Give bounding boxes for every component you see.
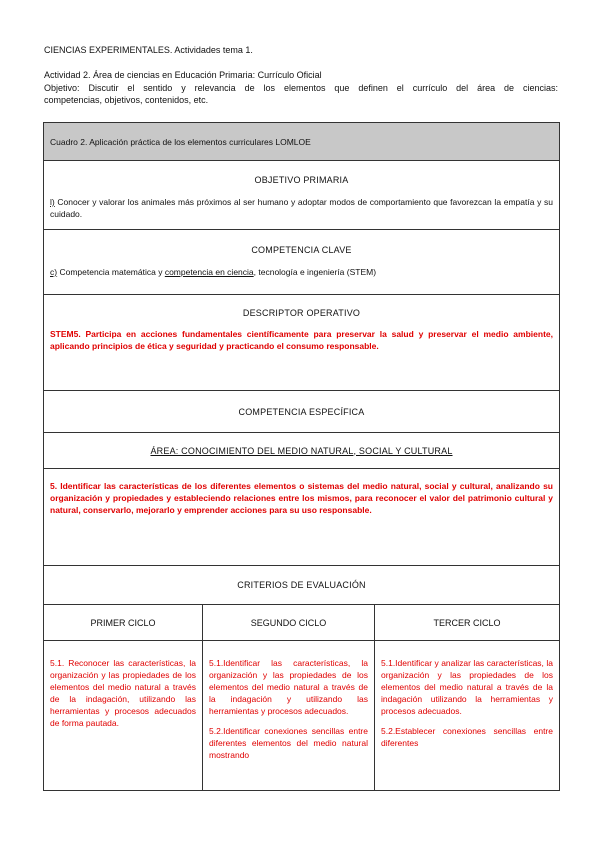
competencia-clave-text <box>50 266 553 278</box>
primer-criterion-1: 5.1. Reconocer las características, la organización y las propiedades de los elementos del medio natural a través de la indagación, utilizando las herramientas y procesos adecuados de forma pautada. <box>50 658 196 728</box>
criterios-heading: CRITERIOS DE EVALUACIÓN <box>237 580 366 590</box>
primer-ciclo-criteria <box>44 641 203 791</box>
competencia-clave-letter: c) <box>50 267 58 277</box>
segundo-criterion-1: 5.1.Identificar las características, la organización y las propiedades de los elementos del medio natural a través de la indagación y utilizando las herramientas y procesos adecuados. <box>209 658 368 716</box>
column-segundo-ciclo: SEGUNDO CICLO <box>203 605 375 641</box>
column-tercer-ciclo: TERCER CICLO <box>375 605 560 641</box>
objetivo-heading: OBJETIVO PRIMARIA <box>254 175 349 185</box>
competencia-clave-heading: COMPETENCIA CLAVE <box>251 245 352 255</box>
competencia-clave-before: Competencia matemática y <box>57 267 165 277</box>
competencia-especifica-text: 5. Identificar las características de los diferentes elementos o sistemas del medio natural, social y cultural, analizando su organización y propiedades y estableciendo relaciones entre los mismos, para reconocer el valor del patrimonio cultural y natural, conservarlo, mejorarlo y emprender acciones para su uso responsable. <box>50 481 553 515</box>
tercer-criterion-2: 5.2.Establecer conexiones sencillas entre diferentes <box>381 726 553 748</box>
descriptor-cell <box>44 295 560 391</box>
competencia-clave-after: , tecnología e ingeniería (STEM) <box>253 267 377 277</box>
curriculum-table <box>43 122 560 791</box>
segundo-ciclo-criteria <box>203 641 375 791</box>
objetivo-letter: l) <box>50 197 55 207</box>
competencia-clave-underlined: competencia en ciencia <box>164 267 254 277</box>
tercer-ciclo-criteria <box>375 641 560 791</box>
objective-line-2: competencias, objetivos, contenidos, etc. <box>44 95 209 105</box>
competencia-especifica-text-cell <box>44 469 560 566</box>
segundo-criterion-2: 5.2.Identificar conexiones sencillas entre diferentes elementos del medio natural mostrando <box>209 726 368 760</box>
objetivo-cell <box>44 161 560 230</box>
area-cell <box>44 433 560 469</box>
course-title: CIENCIAS EXPERIMENTALES. Actividades tema 1. <box>44 45 253 55</box>
table-title <box>44 123 560 161</box>
area-heading: ÁREA: CONOCIMIENTO DEL MEDIO NATURAL, SOCIAL Y CULTURAL <box>150 445 453 456</box>
competencia-especifica-cell <box>44 391 560 433</box>
criterios-cell <box>44 566 560 605</box>
descriptor-heading: DESCRIPTOR OPERATIVO <box>242 308 361 318</box>
objetivo-body: Conocer y valorar los animales más próximos al ser humano y adoptar modos de comportamiento que favorezcan la empatía y su cuidado. <box>50 197 553 219</box>
tercer-criterion-1: 5.1.Identificar y analizar las características, la organización y las propiedades de los elementos del medio natural a través de la indagación utilizando la herramientas y procesos adecuados. <box>381 658 553 716</box>
column-primer-ciclo: PRIMER CICLO <box>44 605 203 641</box>
competencia-especifica-heading: COMPETENCIA ESPECÍFICA <box>238 406 365 417</box>
descriptor-text: STEM5. Participa en acciones fundamentales científicamente para preservar la salud y preservar el medio ambiente, aplicando principios de ética y seguridad y practicando el consumo responsable. <box>50 329 553 351</box>
table-title-text: Cuadro 2. Aplicación práctica de los elementos curriculares LOMLOE <box>50 136 311 147</box>
objetivo-text <box>50 196 553 220</box>
competencia-clave-cell <box>44 230 560 295</box>
activity-title: Actividad 2. Área de ciencias en Educación Primaria: Currículo Oficial <box>44 70 322 80</box>
objective-line-1: Objetivo: Discutir el sentido y relevancia de los elementos que definen el currículo del área de ciencias: <box>44 83 558 93</box>
